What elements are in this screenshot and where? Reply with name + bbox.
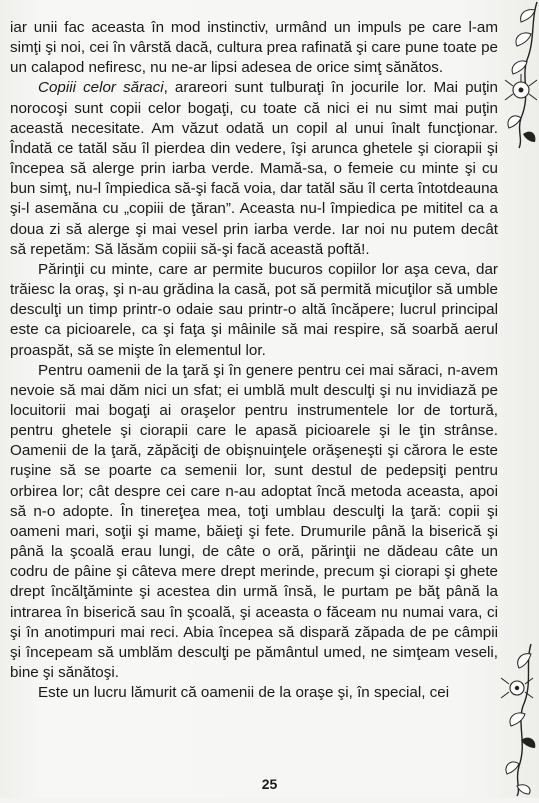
body-text xyxy=(10,18,498,703)
paragraph: Părinţii cu minte, care ar permite bucuros copiilor lor aşa ceva, dar trăiesc la oraş, şi n-au grădina la casă, pot să permită micuţilor să umble desculţi un timp printr-o odaie sau printr-o altă încăpere; lucrul principal este ca picioarele, ca şi faţa şi mâinile să mai respire, să soarbă aerul proaspăt, să se mişte în elementul lor. xyxy=(10,260,498,359)
paragraph-start: Este un lucru lămurit că oamenii de la oraşe şi, în special, cei xyxy=(38,684,450,702)
page-number: 25 xyxy=(261,776,278,792)
paragraph xyxy=(10,78,498,259)
paragraph: Pentru oamenii de la ţară şi în genere pentru cei mai săraci, n-avem nevoie să mai dăm nici un sfat; ei umblă mult desculţi şi nu invidiază pe locuitorii mai bogaţi ai oraşelor pentru instrumentele lor de tortură, pentru ghetele şi ciorapii care le apasă picioarele şi le ţin strânse. Oamenii de la ţară, zăpăciţi de obişnuinţele orăşeneşti şi cărora le este ruşine să se poarte ca semenii lor, sunt destul de pedepsiţi pentru orbirea lor; cât despre cei care n-au adoptat încă metoda aceasta, apoi să n-o adopte. În tinereţea mea, toţi umblau desculţi la ţară: copii şi oameni mari, soţii şi mame, băieţi şi fete. Drumurile până la biserică şi până la şcoală erau lungi, de câte o oră, părinţii ne dădeau câte un codru de pâine şi câteva mere drept merinde, precum şi ciorapi şi ghete drept încălţăminte şi acestea din urmă însă, le purtam pe băţ până la intrarea în biserică sau în şcoală, şi aceasta o făceam nu numai vara, ci şi în anotimpuri mai reci. Abia începea să dispară zăpada de pe câmpii şi începeam să umblăm desculţi pe pământul umed, ne simţeam veseli, bine şi sănătoşi. xyxy=(10,361,498,681)
floral-ornament-top-icon xyxy=(491,0,539,150)
floral-ornament-bottom-icon xyxy=(491,640,539,798)
paragraph-continued: iar unii fac aceasta în mod instinctiv, urmând un impuls pe care l-am simţi şi noi, cei în vârstă dacă, cultura prea rafinată şi care pune toate pe un calapod nefiresc, nu ne-ar lipsi adesea de orice simţ sănătos. xyxy=(10,19,498,77)
italic-lead-text: Copiii celor săraci xyxy=(38,79,164,97)
paragraph-text: , arareori sunt tulburaţi în jocurile lor. Mai puţin norocoşi sunt copii celor bogaţi, cu toate că nici ei nu simt mai puţin această necesitate. Am văzut odată un copil al unui înalt funcţionar. Îndată ce tatăl său îl pierdea din vedere, îşi arunca ghetele şi ciorapii şi începea să alerge prin iarba verde. Mamă-sa, o femeie cu minte şi cu bun simţ, nu-l împiedica să-şi facă voia, dar tatăl său îl certa întotdeauna şi-l asemăna cu „copiii de ţăran”. Aceasta nu-l împiedica pe mititel ca a doua zi să alerge şi mai vesel prin iarba verde. Iar noi nu putem decât să repetăm: Să lăsăm copiii să-şi facă această poftă!. xyxy=(10,79,498,258)
